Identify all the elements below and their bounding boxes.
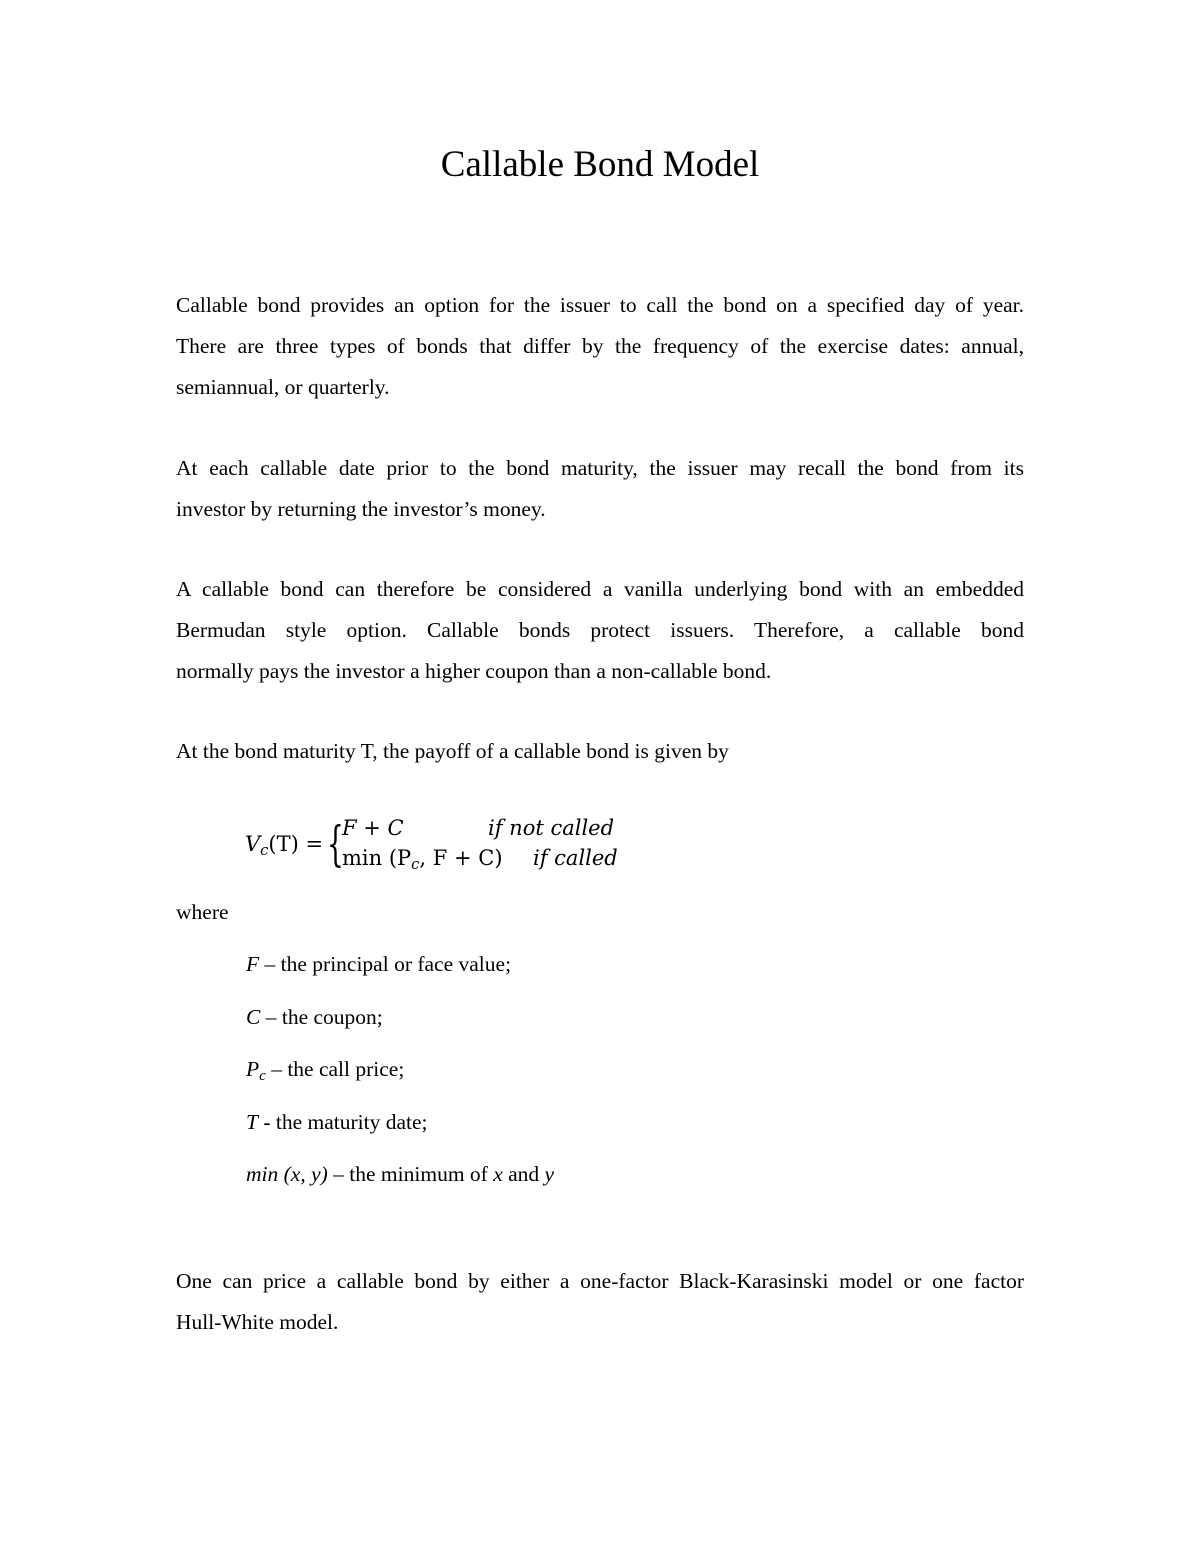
formula-case2-condition: if called bbox=[533, 846, 618, 870]
paragraph-payoff-intro bbox=[176, 731, 1024, 772]
text-line: There are three types of bonds that differ by the frequency of the exercise dates: annual, bbox=[176, 334, 1024, 358]
definition-item: C – the coupon; bbox=[246, 1004, 383, 1029]
formula-case1-expression: F + C bbox=[342, 816, 404, 840]
formula-case1-condition: if not called bbox=[488, 816, 615, 840]
definitions-list bbox=[246, 948, 554, 1211]
text-line: semiannual, or quarterly. bbox=[176, 375, 390, 399]
paragraph-pricing-models bbox=[176, 1261, 1024, 1343]
text-line: One can price a callable bond by either a one-factor Black-Karasinski model or one factor bbox=[176, 1269, 1024, 1293]
text-line: normally pays the investor a higher coupon than a non-callable bond. bbox=[176, 659, 772, 683]
paragraph-callable-intro bbox=[176, 285, 1024, 408]
definition-item: $P_c$ – the call price; bbox=[246, 1057, 405, 1085]
text-line: A callable bond can therefore be considered a vanilla underlying bond with an embedded bbox=[176, 577, 1024, 601]
definition-item: F – the principal or face value; bbox=[246, 952, 512, 976]
paragraph-embedded-option bbox=[176, 569, 1024, 692]
text-line: At each callable date prior to the bond maturity, the issuer may recall the bond from its bbox=[176, 456, 1024, 480]
payoff-formula bbox=[245, 814, 665, 878]
definition-item: min (x, y) – the minimum of x and y bbox=[246, 1162, 555, 1187]
document-title: Callable Bond Model bbox=[440, 144, 760, 185]
formula-case2-expression: $\min (P_c$, F + C) bbox=[342, 846, 503, 873]
formula-brace: { bbox=[327, 816, 344, 872]
paragraph-callable-date bbox=[176, 448, 1024, 530]
definition-item: T - the maturity date; bbox=[246, 1109, 428, 1134]
text-line: investor by returning the investor’s money. bbox=[176, 497, 546, 521]
formula-lhs: $V_c(T)$ = bbox=[245, 832, 324, 859]
text-line: At the bond maturity T, the payoff of a callable bond is given by bbox=[176, 739, 729, 763]
text-line: Callable bond provides an option for the issuer to call the bond on a specified day of year. bbox=[176, 293, 1024, 317]
where-label: where bbox=[176, 900, 229, 924]
text-line: Bermudan style option. Callable bonds protect issuers. Therefore, a callable bond bbox=[176, 618, 1024, 642]
text-line: Hull-White model. bbox=[176, 1310, 339, 1334]
